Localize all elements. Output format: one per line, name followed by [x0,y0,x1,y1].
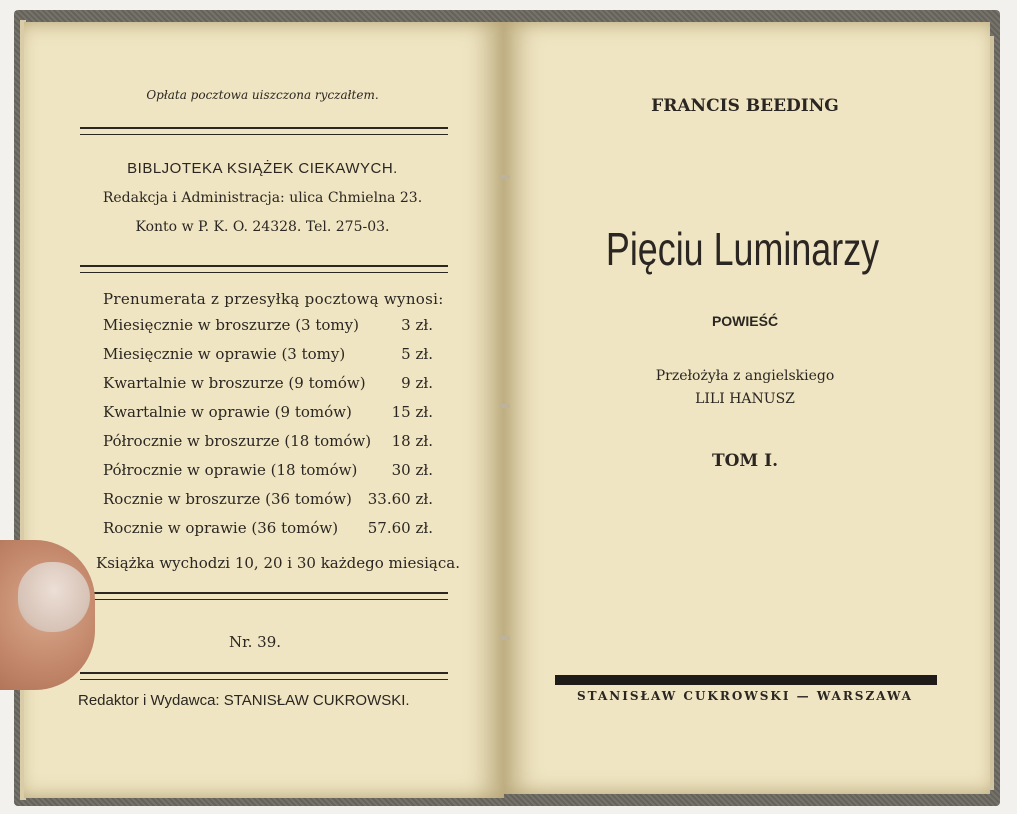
price-label: Kwartalnie w oprawie (9 tomów) [103,403,352,421]
price-amount: 30 zł. [391,461,433,479]
price-label: Rocznie w broszurze (36 tomów) [103,490,352,508]
binding-stitch [500,175,510,179]
price-row [103,316,433,338]
price-row [103,490,433,512]
price-label: Miesięcznie w broszurze (3 tomy) [103,316,359,334]
price-label: Rocznie w oprawie (36 tomów) [103,519,339,537]
price-amount: 33.60 zł. [367,490,433,508]
translator-name: LILI HANUSZ [695,391,795,407]
rule-middle [80,265,448,273]
author-name: FRANCIS BEEDING [651,96,839,116]
book-title: Pięciu Luminarzy [605,223,880,275]
price-label: Półrocznie w broszurze (18 tomów) [103,432,372,450]
price-label: Półrocznie w oprawie (18 tomów) [103,461,358,479]
price-row [103,461,433,483]
translation-credit: Przełożyła z angielskiego [655,368,835,384]
price-label: Kwartalnie w broszurze (9 tomów) [103,374,366,392]
price-row [103,519,433,541]
binding-stitch [500,636,510,640]
publisher-address: Redakcja i Administracja: ulica Chmielna 23. [102,190,423,206]
postage-note: Opłata pocztowa uiszczona ryczałtem. [146,88,379,102]
price-row [103,432,433,454]
volume-label: TOM I. [711,451,779,471]
publisher-account: Konto w P. K. O. 24328. Tel. 275-03. [135,219,390,235]
publisher-name: BIBLJOTEKA KSIĄŻEK CIEKAWYCH. [127,160,398,177]
editor-line: Redaktor i Wydawca: STANISŁAW CUKROWSKI. [78,692,410,709]
imprint-bar [555,675,937,685]
price-amount: 9 zł. [401,374,433,392]
price-amount: 57.60 zł. [367,519,433,537]
price-amount: 18 zł. [391,432,433,450]
binding-stitch [500,404,510,408]
price-amount: 15 zł. [391,403,433,421]
rule-top [80,127,448,135]
price-row [103,403,433,425]
price-row [103,345,433,367]
rule-lower [80,592,448,600]
issue-number: Nr. 39. [228,633,282,651]
price-label: Miesięcznie w oprawie (3 tomy) [103,345,346,363]
publication-schedule: Książka wychodzi 10, 20 i 30 każdego miesiąca. [96,554,460,572]
subscription-heading: Prenumerata z przesyłką pocztową wynosi: [103,290,444,308]
price-amount: 5 zł. [401,345,433,363]
rule-bottom [80,672,448,680]
price-row [103,374,433,396]
genre-label: POWIEŚĆ [711,313,779,329]
price-amount: 3 zł. [401,316,433,334]
thumbnail-nail [18,562,90,632]
imprint-line: STANISŁAW CUKROWSKI — WARSZAWA [577,689,913,703]
